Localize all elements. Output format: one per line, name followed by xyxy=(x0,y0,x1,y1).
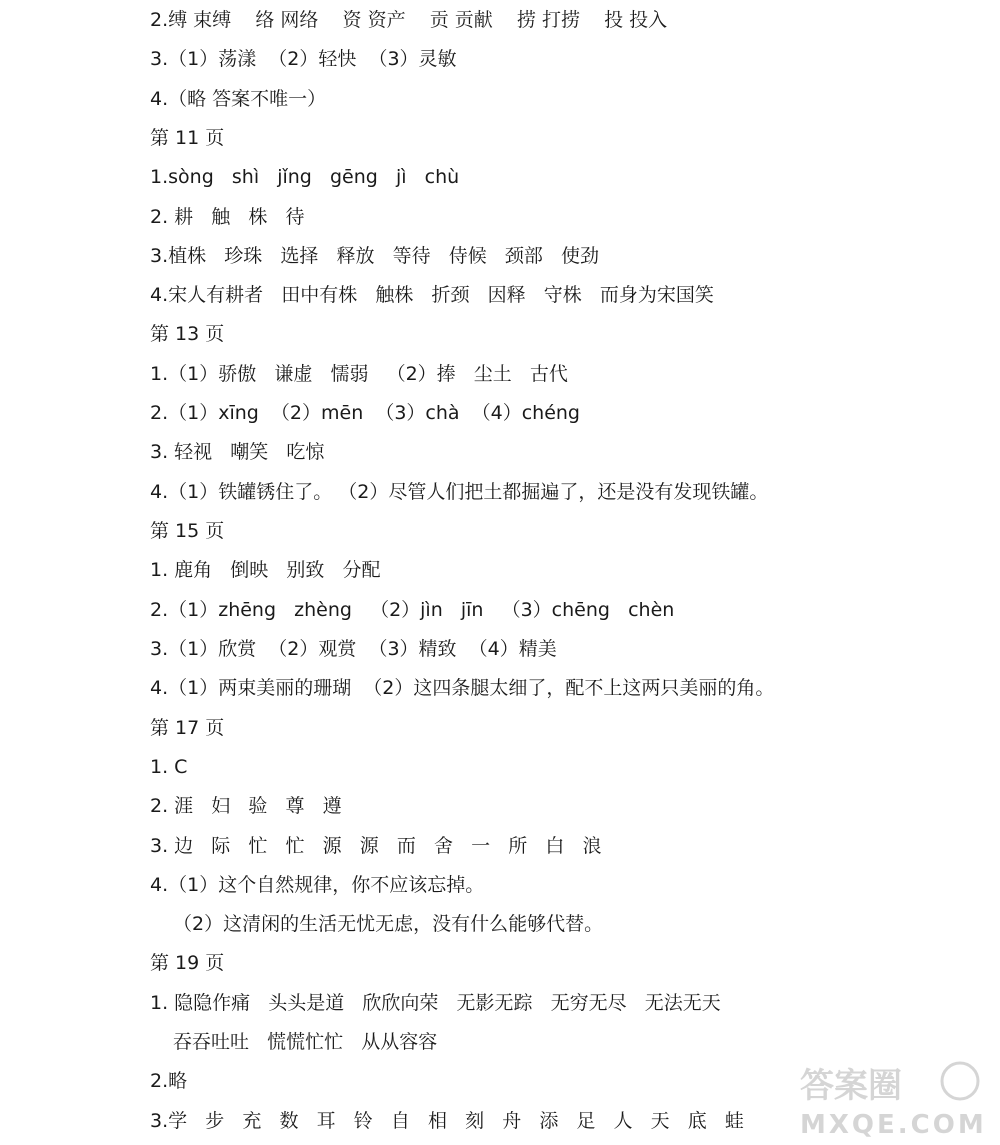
answer-line: 3.（1）欣赏 （2）观赏 （3）精致 （4）精美 xyxy=(150,638,557,660)
answer-line: 1.sòng shì jǐng gēng jì chù xyxy=(150,166,460,188)
answer-line: 3. 边 际 忙 忙 源 源 而 舍 一 所 白 浪 xyxy=(150,835,602,857)
page-heading: 第 13 页 xyxy=(150,323,225,345)
page-heading: 第 19 页 xyxy=(150,952,225,974)
answer-line: （2）这清闲的生活无忧无虑，没有什么能够代替。 xyxy=(173,913,604,935)
answer-line: 3. 轻视 嘲笑 吃惊 xyxy=(150,441,325,463)
watermark-brand: 答案圈 xyxy=(800,1066,902,1106)
answer-line: 2. 耕 触 株 待 xyxy=(150,206,305,228)
answer-line: 3.（1）荡漾 （2）轻快 （3）灵敏 xyxy=(150,48,457,70)
answer-line: 4.（1）两束美丽的珊瑚 （2）这四条腿太细了，配不上这两只美丽的角。 xyxy=(150,677,775,699)
answer-line: 2.缚 束缚 络 网络 资 资产 贡 贡献 捞 打捞 投 投入 xyxy=(150,9,668,31)
answer-line: 1. 隐隐作痛 头头是道 欣欣向荣 无影无踪 无穷无尽 无法无天 xyxy=(150,992,721,1014)
page-heading: 第 17 页 xyxy=(150,717,225,739)
answer-line: 2.（1）xīng （2）mēn （3）chà （4）chéng xyxy=(150,402,580,424)
answer-line: 4.（1）这个自然规律，你不应该忘掉。 xyxy=(150,874,485,896)
answer-line: 2.略 xyxy=(150,1070,188,1092)
answer-line: 3.植株 珍珠 选择 释放 等待 侍候 颈部 使劲 xyxy=(150,245,599,267)
answer-line: 4.宋人有耕者 田中有株 触株 折颈 因释 守株 而身为宋国笑 xyxy=(150,284,714,306)
watermark-url: MXQE.COM xyxy=(800,1110,987,1139)
page-heading: 第 15 页 xyxy=(150,520,225,542)
page-heading: 第 11 页 xyxy=(150,127,225,149)
answer-line: 1. C xyxy=(150,756,188,778)
answer-line: 1. 鹿角 倒映 别致 分配 xyxy=(150,559,381,581)
watermark-logo xyxy=(800,1059,990,1139)
answer-line: 4.（略 答案不唯一） xyxy=(150,88,327,110)
answer-line: 4.（1）铁罐锈住了。 （2）尽管人们把土都掘遍了，还是没有发现铁罐。 xyxy=(150,481,769,503)
answer-line: 2.（1）zhēng zhèng （2）jìn jīn （3）chēng chèn xyxy=(150,599,675,621)
answer-line: 3.学 步 充 数 耳 铃 自 相 刻 舟 添 足 人 天 底 蛙 xyxy=(150,1110,744,1132)
answer-line: 吞吞吐吐 慌慌忙忙 从从容容 xyxy=(173,1031,438,1053)
answer-line: 2. 涯 妇 验 尊 遵 xyxy=(150,795,342,817)
watermark-graphic xyxy=(800,1059,990,1139)
answer-line: 1.（1）骄傲 谦虚 懦弱 （2）捧 尘土 古代 xyxy=(150,363,568,385)
